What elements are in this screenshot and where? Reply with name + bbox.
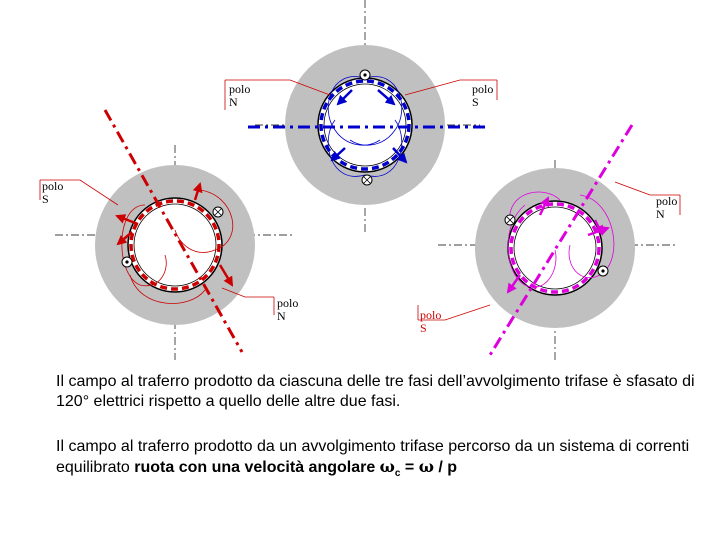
label-top-right-1: polo bbox=[472, 82, 494, 96]
label-top-right-2: S bbox=[472, 95, 479, 109]
label-left-bottom-1: polo bbox=[277, 296, 299, 310]
label-top-left-2: N bbox=[229, 95, 238, 109]
paragraph-rotating-field-bold: ruota con una velocità angolare bbox=[134, 459, 380, 476]
paragraph-phase-shift: Il campo al traferro prodotto da ciascuna delle tre fasi dell’avvolgimento trifase è sfasato di 120° elettrici rispetto a quello delle altre due fasi. bbox=[56, 373, 695, 410]
omega-symbol: ω bbox=[379, 457, 395, 476]
machine-right bbox=[438, 125, 678, 360]
omega-subscript: c bbox=[394, 468, 401, 480]
label-left-bottom-2: N bbox=[277, 309, 286, 323]
omega-symbol-2: ω bbox=[418, 457, 434, 476]
machine-left bbox=[55, 110, 295, 360]
label-top-left-1: polo bbox=[229, 82, 251, 96]
machine-top bbox=[248, 0, 485, 235]
label-right-bottom-1: polo bbox=[420, 308, 442, 322]
label-right-bottom-2: S bbox=[420, 321, 427, 335]
paragraph-rotating-field bbox=[56, 437, 706, 484]
label-right-right-2: N bbox=[656, 207, 665, 221]
label-left-left-2: S bbox=[42, 192, 49, 206]
equals-sign: = bbox=[400, 459, 419, 476]
paragraph-rotating-field-plain: Il campo al traferro prodotto da un avvolgimento trifase percorso da un sistema di correnti equilibrato bbox=[56, 438, 690, 476]
label-left-left-1: polo bbox=[42, 179, 64, 193]
pole-pairs-divisor: / p bbox=[433, 459, 458, 476]
label-right-right-1: polo bbox=[656, 194, 678, 208]
